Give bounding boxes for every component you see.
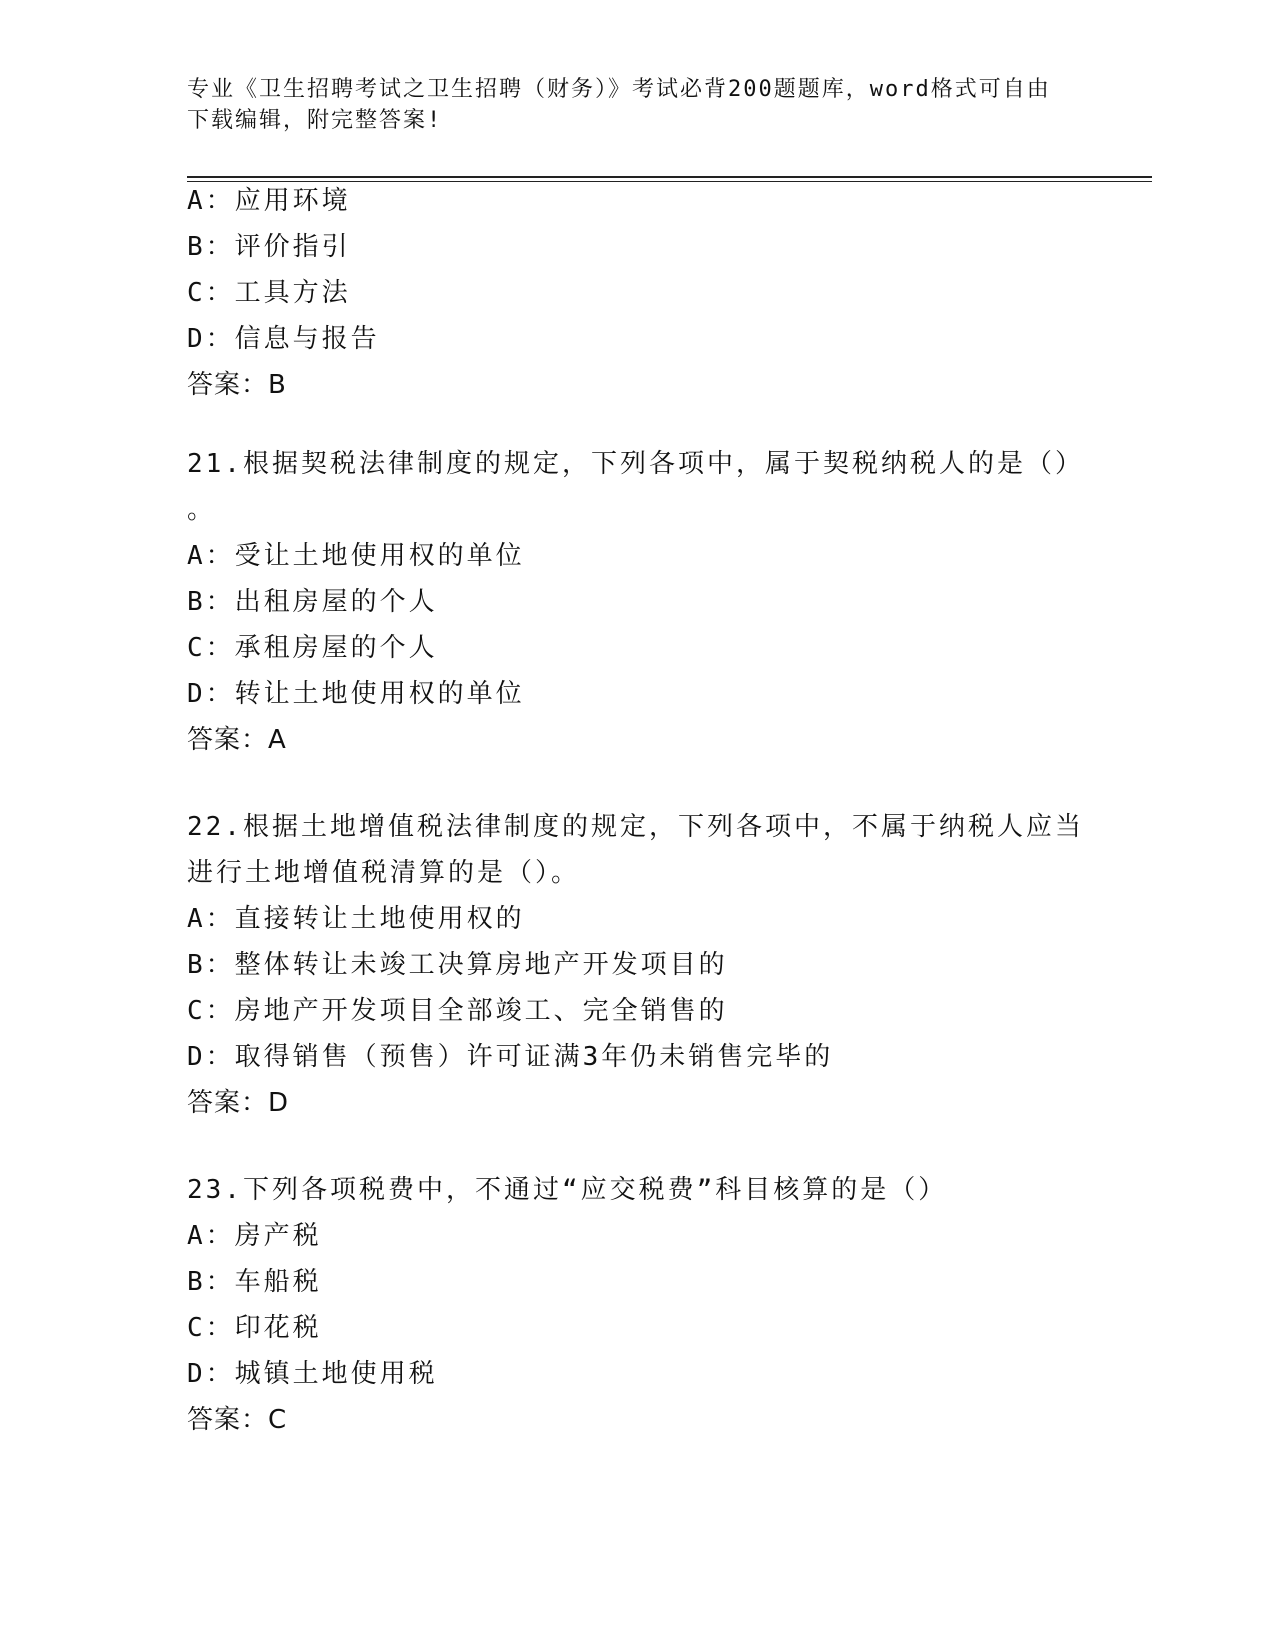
answer: 答案：A (187, 725, 287, 755)
answer: 答案：D (187, 1088, 290, 1118)
question-23 (187, 1167, 1067, 1443)
question-text: 21.根据契税法律制度的规定，下列各项中，属于契税纳税人的是（） (187, 449, 1084, 479)
option-b: B：车船税 (187, 1267, 322, 1297)
question-text: 23.下列各项税费中，不通过“应交税费”科目核算的是（） (187, 1175, 948, 1205)
question-text-cont: 进行土地增值税清算的是（）。 (187, 858, 581, 888)
option-d: D：取得销售（预售）许可证满3年仍未销售完毕的 (187, 1042, 834, 1072)
document-header: 专业《卫生招聘考试之卫生招聘（财务）》考试必背200题题库，word格式可自由下载编辑，附完整答案! (187, 77, 1051, 133)
option-a: A：房产税 (187, 1221, 322, 1251)
option-c: C：印花税 (187, 1313, 322, 1343)
option-c: C：工具方法 (187, 278, 351, 308)
option-a: A：受让土地使用权的单位 (187, 541, 525, 571)
question-22 (187, 804, 1084, 1126)
option-b: B：整体转让未竣工决算房地产开发项目的 (187, 950, 728, 980)
option-c: C：承租房屋的个人 (187, 633, 438, 663)
option-b: B：评价指引 (187, 232, 351, 262)
question-20 (187, 178, 1067, 408)
answer: 答案：B (187, 370, 287, 400)
question-text: 22.根据土地增值税法律制度的规定，下列各项中，不属于纳税人应当 (187, 812, 1084, 842)
question-text-cont: 。 (187, 495, 217, 525)
question-21 (187, 441, 1084, 763)
option-a: A：应用环境 (187, 186, 351, 216)
answer: 答案：C (187, 1405, 288, 1435)
option-d: D：城镇土地使用税 (187, 1359, 438, 1389)
option-d: D：信息与报告 (187, 324, 380, 354)
option-d: D：转让土地使用权的单位 (187, 679, 525, 709)
option-a: A：直接转让土地使用权的 (187, 904, 525, 934)
option-c: C：房地产开发项目全部竣工、完全销售的 (187, 996, 728, 1026)
option-b: B：出租房屋的个人 (187, 587, 438, 617)
